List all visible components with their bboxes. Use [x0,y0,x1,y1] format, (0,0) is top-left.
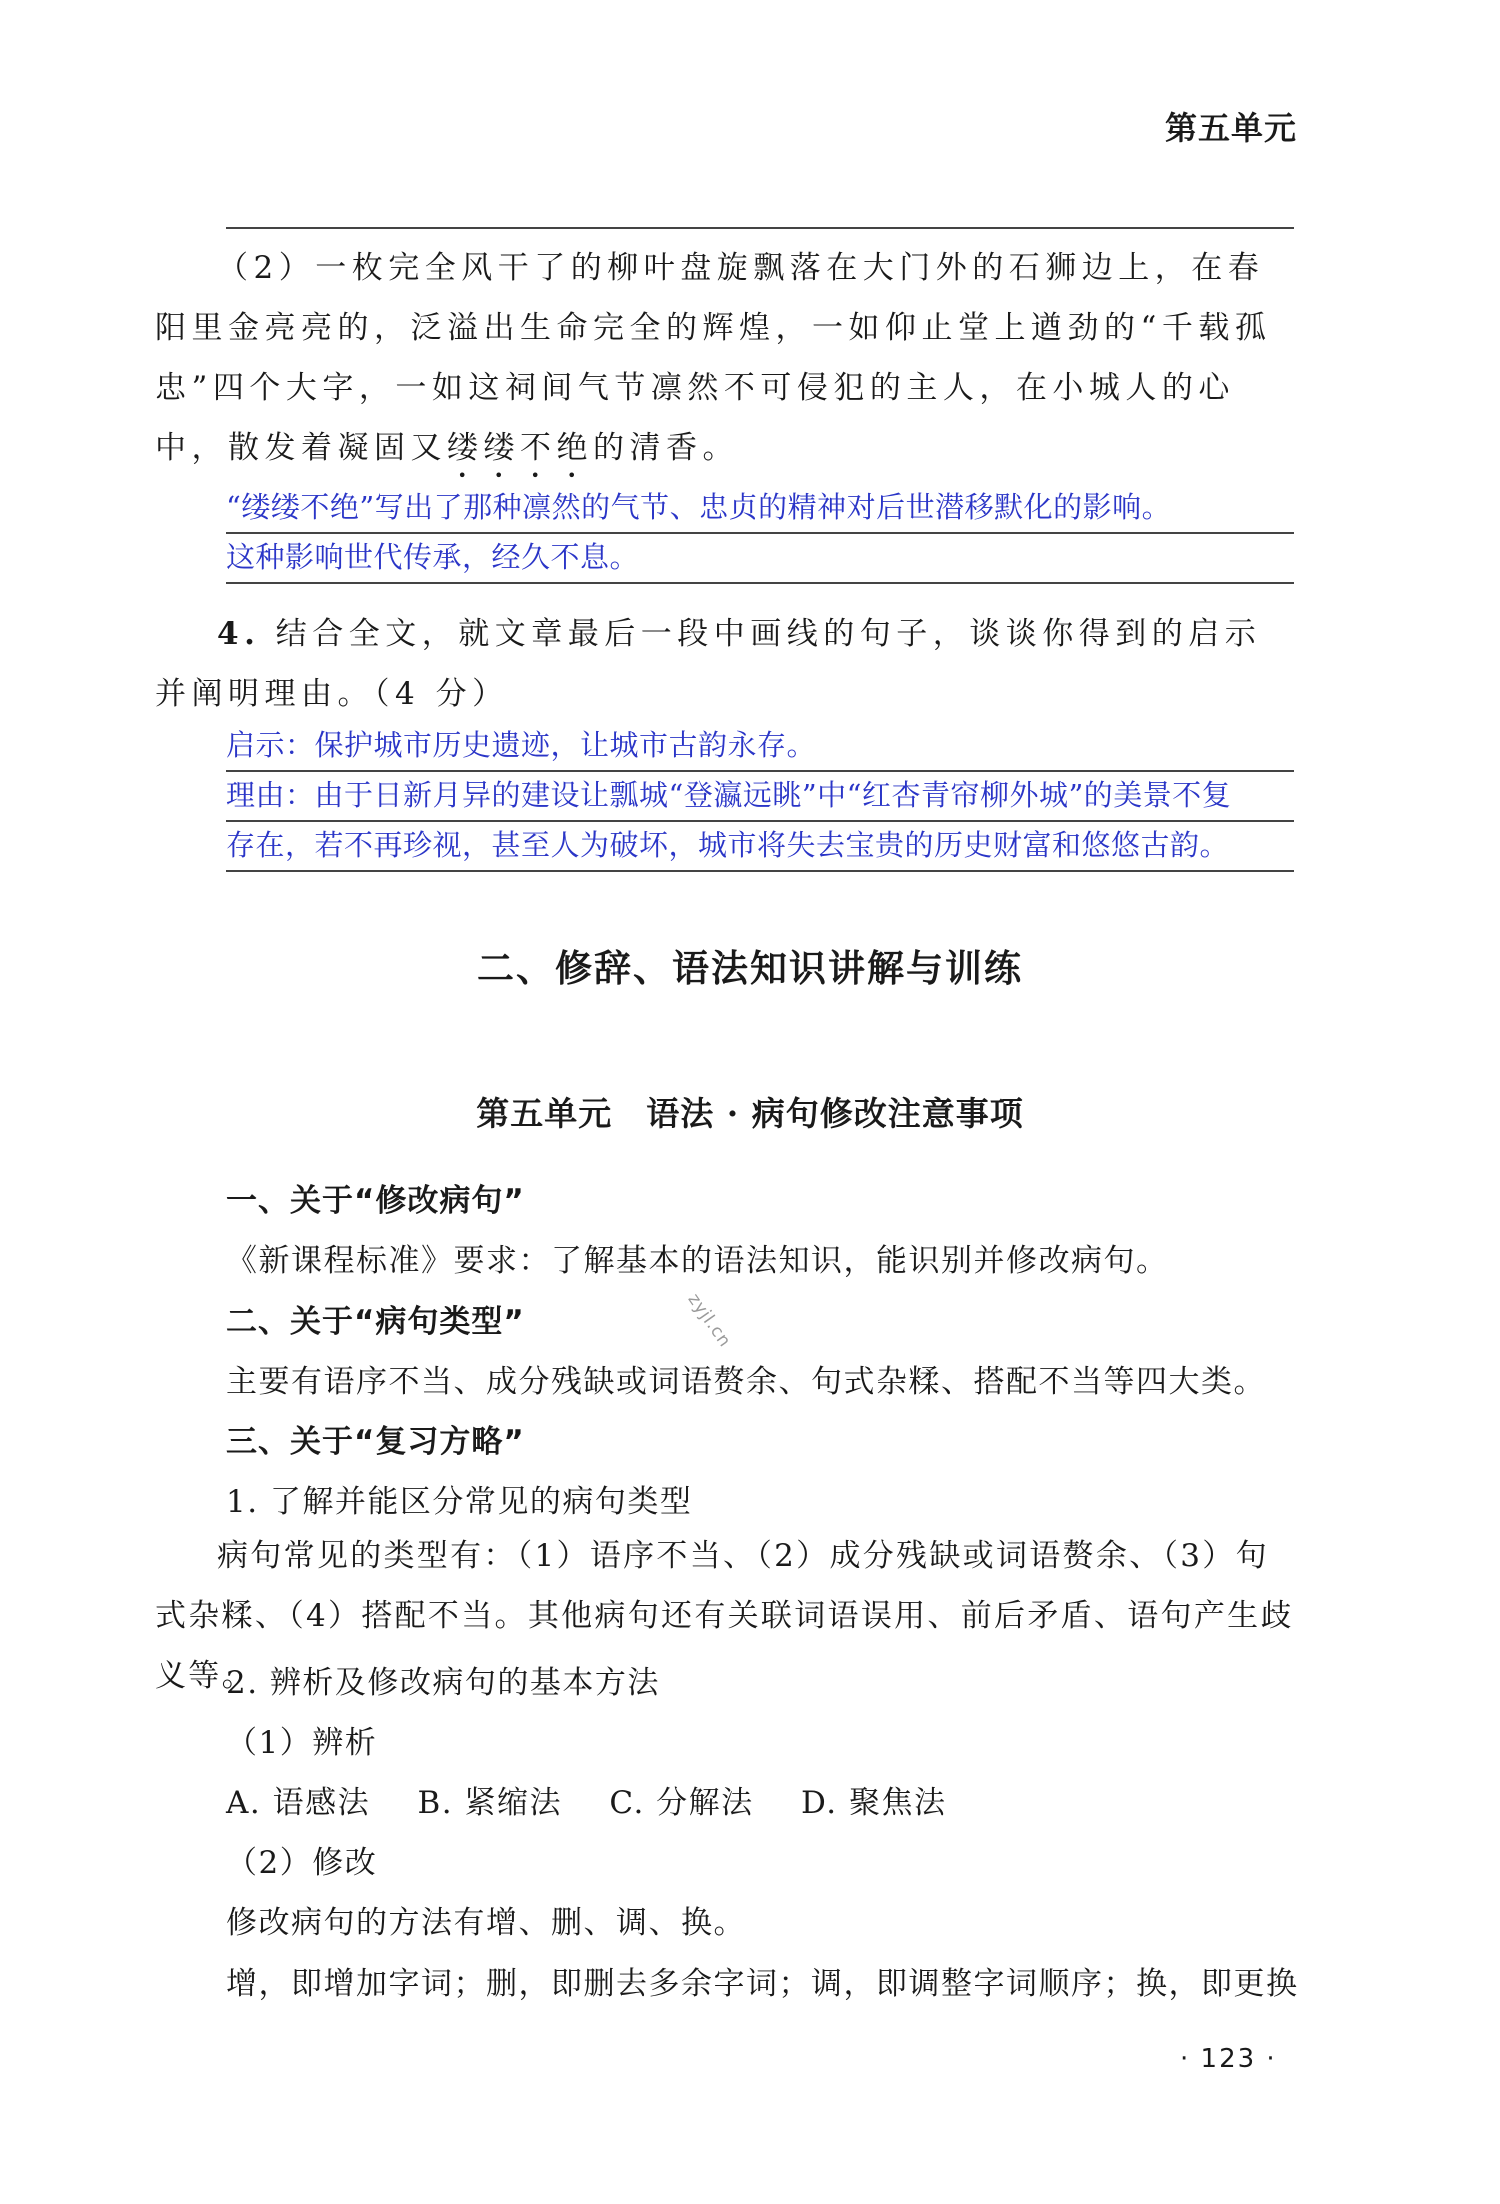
method-options [226,1777,982,1822]
top-rule [226,227,1294,229]
heading-revise: 一、关于“修改病句” [226,1183,525,1219]
option-b: B. 紧缩法 [417,1785,562,1821]
answer-line: 理由：由于日新月异的建设让瓢城“登瀛远眺”中“红杏青帘柳外城”的美景不复 [226,772,1294,822]
sub-item: （2）修改 [226,1845,378,1881]
question-text: 结合全文，就文章最后一段中画线的句子，谈谈你得到的启示并阐明理由。（4 分） [155,616,1262,712]
option-a: A. 语感法 [226,1785,371,1821]
q3-answer [226,484,1294,584]
q3-text-before: （2）一枚完全风干了的柳叶盘旋飘落在大门外的石狮边上，在春阳里金亮亮的，泛溢出生命完全的辉煌，一如仰止堂上遒劲的“千载孤忠”四个大字，一如这祠间气节凛然不可侵犯的主人，在小城人的心中，散发着凝固又 [155,250,1272,466]
sub-item: （1）辨析 [226,1725,378,1761]
page-number: · 123 · [1180,2044,1277,2074]
q3-part2-text [155,238,1297,485]
answer-line: 启示：保护城市历史遗迹，让城市古韵永存。 [226,722,1294,772]
paragraph: 病句常见的类型有：（1）语序不当、（2）成分残缺或词语赘余、（3）句式杂糅、（4）搭配不当。其他病句还有关联词语误用、前后矛盾、语句产生歧义等。 [155,1538,1294,1694]
heading-types: 二、关于“病句类型” [226,1304,525,1340]
paragraph: 增，即增加字词；删，即删去多余字词；调，即调整字词顺序；换，即更换 [226,1966,1299,2002]
option-c: C. 分解法 [609,1785,754,1821]
section-title: 二、修辞、语法知识讲解与训练 [477,947,1023,990]
question-number: 4. [217,616,261,652]
paragraph: 修改病句的方法有增、删、调、换。 [226,1905,746,1941]
watermark: zyjl.cn [683,1290,735,1352]
unit-header: 第五单元 [1164,109,1297,147]
answer-line: “缕缕不绝”写出了那种凛然的气节、忠贞的精神对后世潜移默化的影响。 [226,484,1294,534]
answer-line: 存在，若不再珍视，甚至人为破坏，城市将失去宝贵的历史财富和悠悠古韵。 [226,822,1294,872]
question-4 [155,604,1297,724]
list-item: 2. 辨析及修改病句的基本方法 [226,1665,660,1701]
answer-line: 这种影响世代传承，经久不息。 [226,534,1294,584]
option-d: D. 聚焦法 [801,1785,947,1821]
unit-title: 第五单元 语法 · 病句修改注意事项 [476,1094,1024,1133]
paragraph: 《新课程标准》要求：了解基本的语法知识，能识别并修改病句。 [226,1243,1169,1279]
q3-text-after: 的清香。 [593,430,739,466]
list-item: 1. 了解并能区分常见的病句类型 [226,1484,693,1520]
q4-answer [226,722,1294,872]
heading-strategy: 三、关于“复习方略” [226,1424,525,1460]
paragraph: 主要有语序不当、成分残缺或词语赘余、句式杂糅、搭配不当等四大类。 [226,1364,1266,1400]
emphasis-text: 缕缕不绝 [447,430,593,466]
